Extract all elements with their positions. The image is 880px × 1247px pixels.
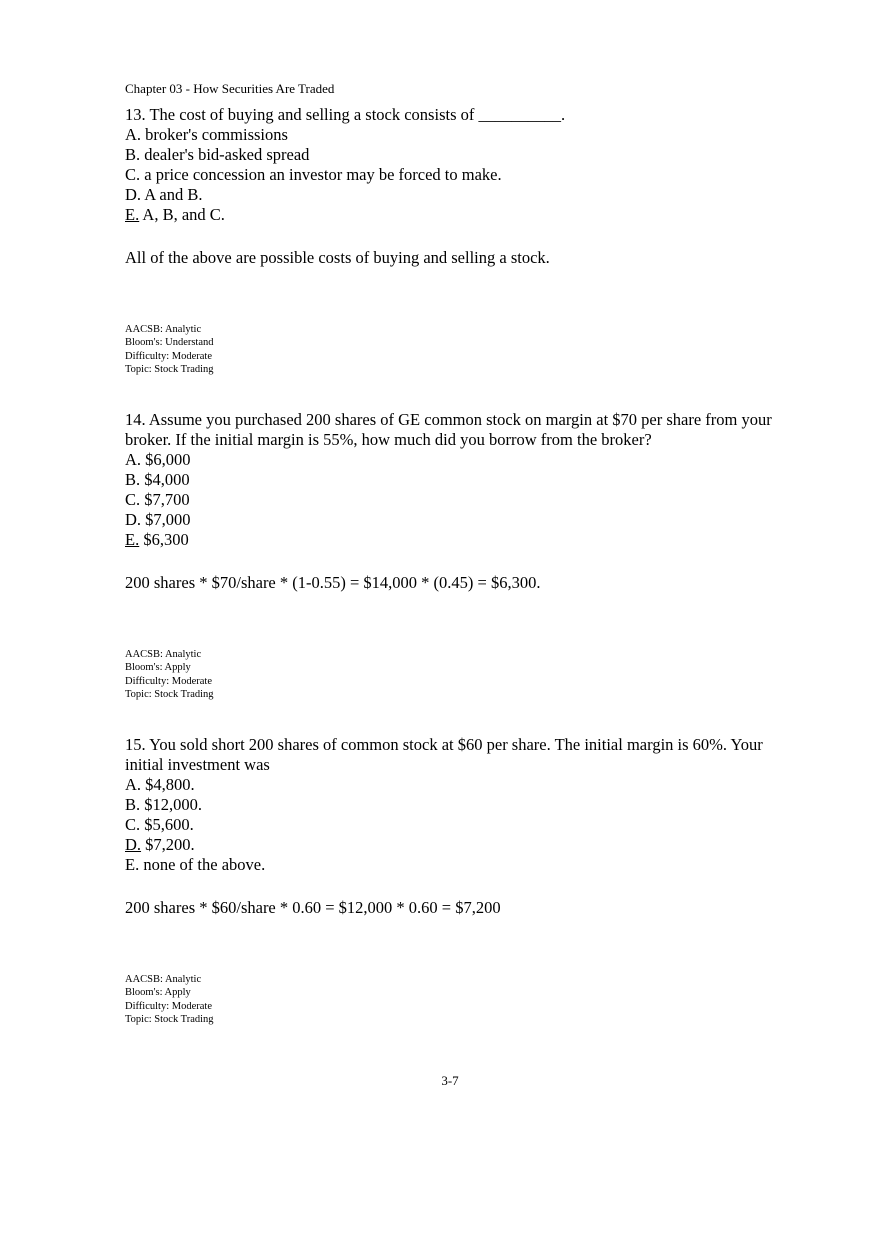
correct-answer-marker: D. <box>125 835 142 854</box>
question-stem: 15. You sold short 200 shares of common stock at $60 per share. The initial margin is 60%. Your initial investment was <box>125 735 763 774</box>
question-metadata <box>125 323 785 377</box>
meta-aacsb: AACSB: Analytic <box>125 974 202 985</box>
correct-answer-marker: E. <box>125 205 140 224</box>
choice-a: A. $6,000 <box>125 450 191 469</box>
question-stem: 14. Assume you purchased 200 shares of GE common stock on margin at $70 per share from your broker. If the initial margin is 55%, how much did you borrow from the broker? <box>125 410 772 449</box>
choice-d: D. A and B. <box>125 185 203 204</box>
answer-explanation: All of the above are possible costs of buying and selling a stock. <box>125 248 550 267</box>
meta-topic: Topic: Stock Trading <box>125 1014 214 1026</box>
choice-c: C. $7,700 <box>125 490 190 509</box>
choice-d: D. $7,000 <box>125 510 191 529</box>
answer-explanation: 200 shares * $70/share * (1-0.55) = $14,000 * (0.45) = $6,300. <box>125 573 541 592</box>
meta-topic: Topic: Stock Trading <box>125 689 214 701</box>
question-15 <box>125 735 785 1027</box>
meta-difficulty: Difficulty: Moderate <box>125 1000 212 1012</box>
meta-difficulty: Difficulty: Moderate <box>125 350 212 362</box>
document-page <box>125 80 785 1026</box>
choice-e-correct: E. $6,300 <box>125 530 189 549</box>
choice-c: C. $5,600. <box>125 815 194 834</box>
chapter-header: Chapter 03 - How Securities Are Traded <box>125 81 335 96</box>
answer-explanation: 200 shares * $60/share * 0.60 = $12,000 * 0.60 = $7,200 <box>125 898 501 917</box>
choice-d-correct: D. $7,200. <box>125 835 195 854</box>
choice-b: B. $12,000. <box>125 795 203 814</box>
choice-b: B. dealer's bid-asked spread <box>125 145 310 164</box>
meta-blooms: Bloom's: Apply <box>125 662 191 674</box>
choice-e-correct: E. A, B, and C. <box>125 205 225 224</box>
choice-a: A. broker's commissions <box>125 125 288 144</box>
page-number: 3-7 <box>441 1073 459 1088</box>
correct-answer-marker: E. <box>125 530 140 549</box>
meta-aacsb: AACSB: Analytic <box>125 324 202 335</box>
question-metadata <box>125 648 785 702</box>
question-14 <box>125 410 785 702</box>
meta-blooms: Bloom's: Understand <box>125 337 214 349</box>
meta-difficulty: Difficulty: Moderate <box>125 675 212 687</box>
meta-topic: Topic: Stock Trading <box>125 364 214 376</box>
question-13 <box>125 105 785 377</box>
choice-e: E. none of the above. <box>125 855 266 874</box>
meta-aacsb: AACSB: Analytic <box>125 649 202 660</box>
meta-blooms: Bloom's: Apply <box>125 987 191 999</box>
choice-a: A. $4,800. <box>125 775 195 794</box>
choice-b: B. $4,000 <box>125 470 190 489</box>
question-stem: 13. The cost of buying and selling a stock consists of __________. <box>125 105 566 124</box>
question-metadata <box>125 973 785 1027</box>
choice-c: C. a price concession an investor may be forced to make. <box>125 165 502 184</box>
